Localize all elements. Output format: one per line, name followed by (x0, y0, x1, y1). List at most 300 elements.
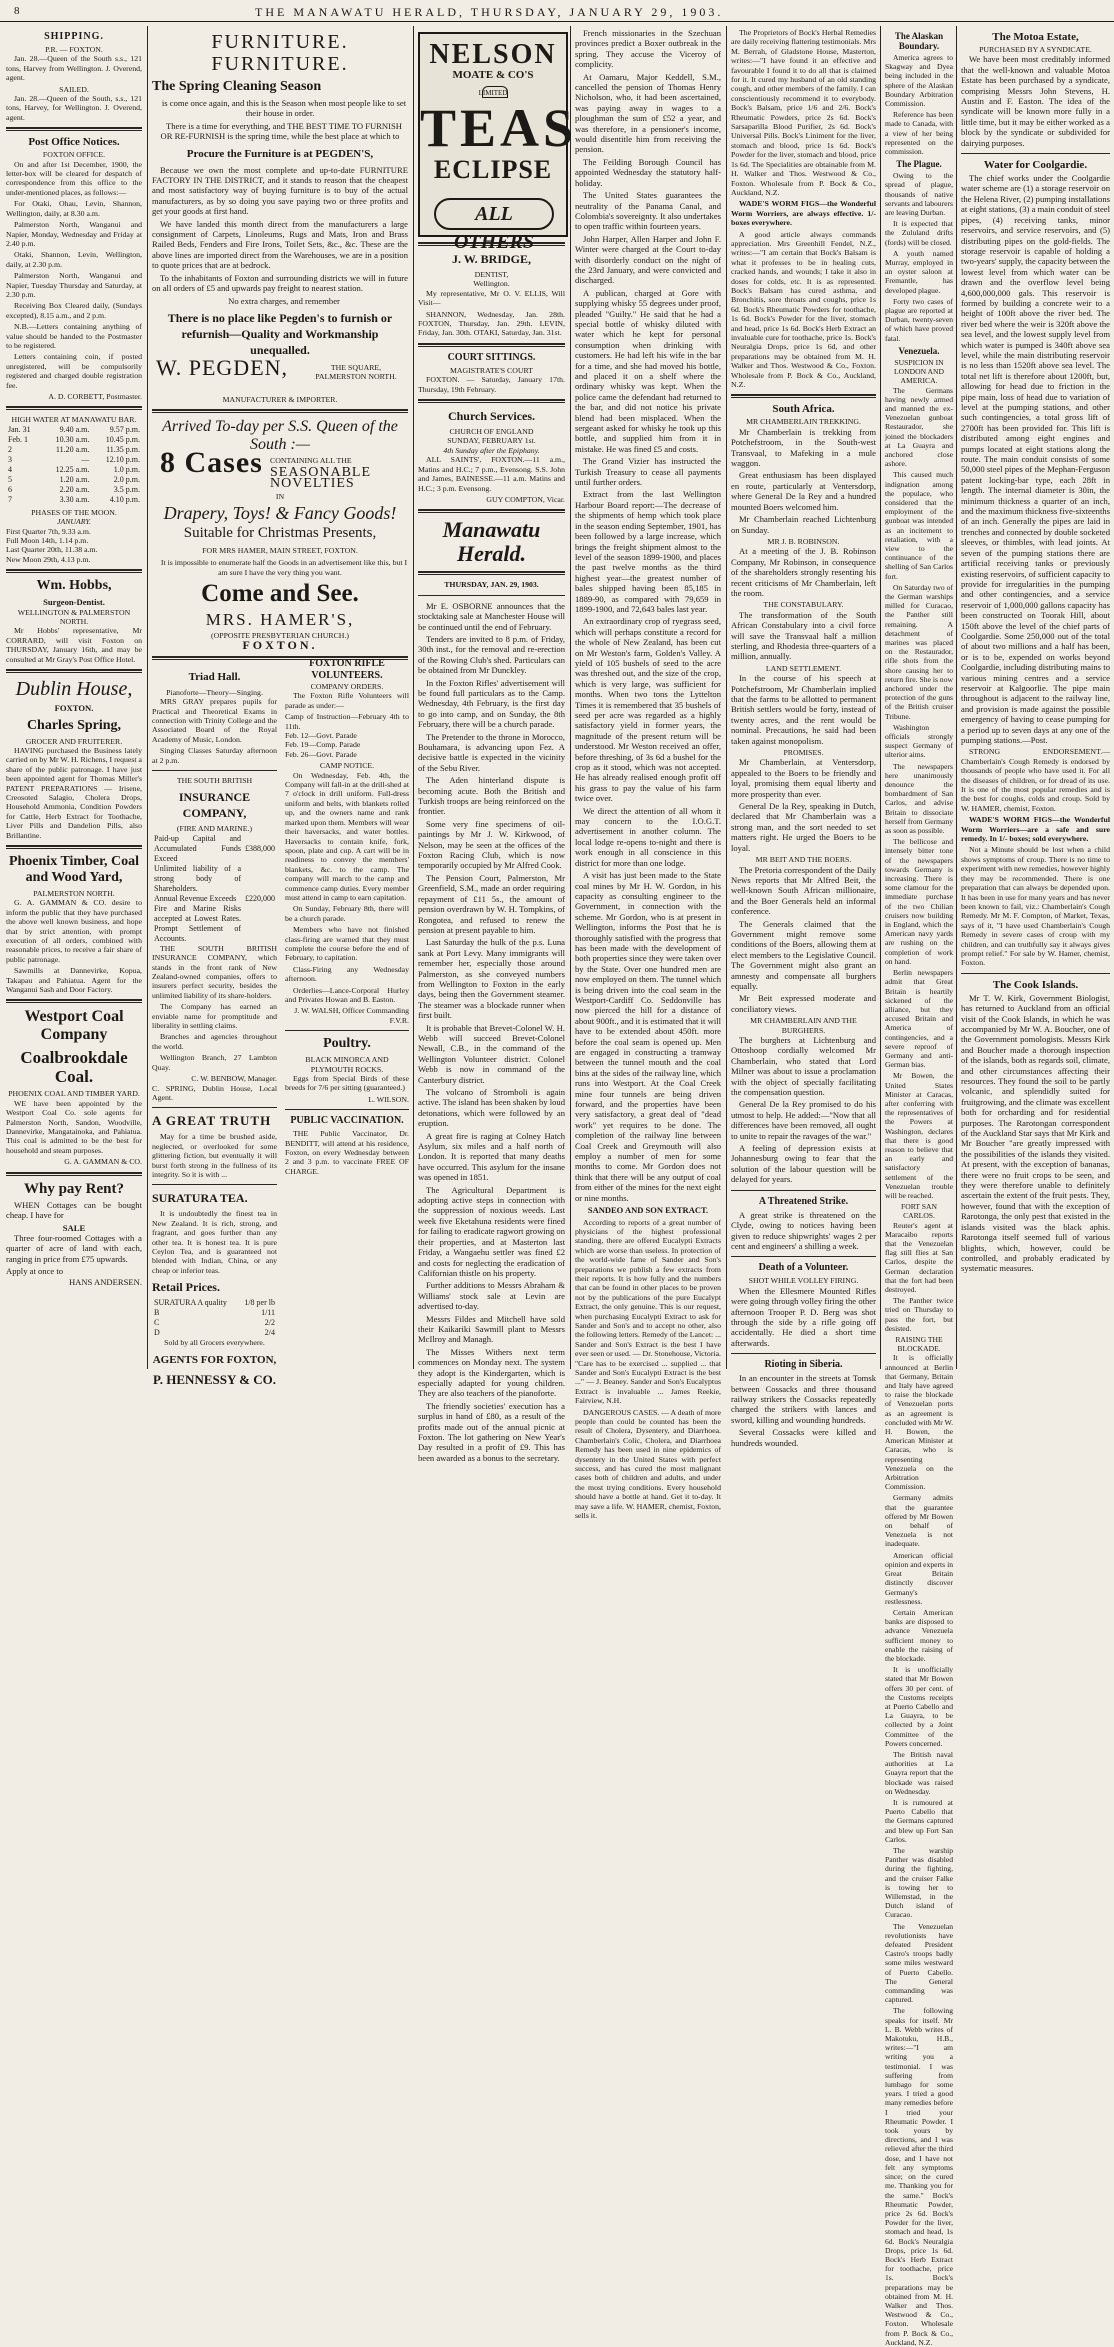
phoenix-notice: Sawmills at Dannevirke, Kopua, Takapau and Pahiatua. Agent for the Wanganui Sash and Door Factory. (6, 966, 142, 995)
retail-row-cell: SURATURA A quality (154, 1298, 227, 1308)
editorial-paragraph: The volcano of Stromboli is again active. The island has been shaken by loud detonations, which were followed by an eruption. (418, 1087, 565, 1129)
rifles-order: Feb. 26—Govt. Parade (285, 749, 357, 759)
dangerous-cases-text: DANGEROUS CASES. — A death of more people than could be counted has been the result of Cholera, Dysentery, and Diarrhoea. Chamberlain's Colic, Cholera, and Diarrhoea Remedy has been used in nine epidemics of dysentery in the United States with perfect success, and has cured the most malignant cases both of children and adults, and under the most trying conditions. Every household should have a bottle at hand. Get it to-day. It may save a life. W. HAMER, chemist, Foxton, sells it. (575, 1407, 721, 1521)
motoa-subheading: PURCHASED BY A SYNDICATE. (979, 45, 1092, 54)
phoenix-heading: Phoenix Timber, Coal and Wood Yard, (8, 853, 140, 885)
westport-heading: Westport Coal Company (24, 1008, 124, 1044)
retail-sold: Sold by all Grocers everywhere. (164, 1338, 265, 1348)
tide-row-cell: 1.20 a.m. (59, 474, 90, 484)
editorial-paragraph: Further additions to Messrs Abraham & Williams' stock sale at Levin are advertised to-day. (418, 1280, 565, 1312)
phoenix-location: PALMERSTON NORTH. (33, 888, 115, 898)
insurance-row (152, 894, 277, 904)
tide-row (6, 455, 142, 465)
column-rule (956, 26, 957, 1369)
triad-heading: Triad Hall. (188, 670, 241, 683)
tide-row-cell: 11.35 p.m. (106, 444, 140, 454)
editorial-paragraph: In the Foxton Rifles' advertisement will be found full particulars as to the Camp. Wednesday, 4th February, is the first day to go into camp, and on Sunday, the 8th February, there will be a church parade. (418, 677, 565, 730)
insurance-subheading: (FIRE AND MARINE.) (176, 824, 253, 834)
wade-worm-figs: WADE'S WORM FIGS—the Wonderful Worm Worriers—are a safe and sure remedy. In 1/- boxes; sold everywhere. (961, 815, 1110, 844)
spring-heading: The Spring Cleaning Season (152, 79, 322, 94)
drapery-line: Drapery, Toys! & Fancy Goods! (163, 502, 397, 523)
page-number: 8 (14, 5, 20, 17)
seasonable-label: SEASONABLE NOVELTIES (270, 465, 372, 491)
tide-row-cell: 9.57 p.m. (109, 424, 140, 434)
rent-notice: WHEN Cottages can be bought cheap. I have for (6, 1199, 142, 1221)
divider (6, 669, 142, 673)
divider (152, 1107, 277, 1108)
venezuela-subheading: SUSPICION IN LONDON AND AMERICA. (894, 357, 944, 386)
news-paragraph: A youth named Murray, employed in an oyster saloon at Fremantle, has developed plague. (885, 248, 953, 295)
rifles-order: Feb. 19—Comp. Parade (285, 740, 361, 750)
arrived-tag: P.R. — FOXTON. (45, 45, 103, 54)
court-heading: COURT SITTINGS. (447, 351, 536, 363)
news-paragraph: Mr Bowen, the United States Minister at Caracas, after conferring with the representatives of the Powers at Washington, declares that there is good reason to believe that an early and satisfactory settlement of the Venezuelan trouble will be reached. (885, 1071, 953, 1200)
hamer-location: (OPPOSITE PRESBYTERIAN CHURCH.) (211, 630, 349, 640)
dublin-proprietor: Charles Spring, (26, 717, 122, 733)
editorial-paragraph: The Pension Court, Palmerston, Mr Greenfield, S.M., made an order requiring repayment of £11 5s., the amount of pension overdrawn by W. H. Tompkins, of Rongotea, and refused to renew the pension at present payable to him. (418, 872, 565, 935)
news-paragraph: It is rumoured at Puerto Cabello that the Germans captured and blew up Fort San Carlos. (885, 1797, 953, 1844)
moon-phase: Full Moon 14th, 1.14 p.m. (6, 536, 89, 546)
furniture-text: There is a time for everything, and THE BEST TIME TO FURNISH OR RE-FURNISH is the spring time, while the best place at which to (160, 120, 402, 142)
rifles-text: On Wednesday, Feb. 4th, the Company will fall-in at the drill-shed at 7 o'clock in drill uniform. Full-dress uniform and belts, with blankets rolled up, and the owners name and rank marked upon them. Members will wear their haversacks, and water bottles. Haversacks to contain knife, fork, spoon, plate and cup. A cart will be in readiness to convey the members' blankets, &c. to the camp. The company will march to the camp and commence camp duties. Every member must attend in camp to earn capitation. (285, 770, 409, 902)
south-africa-heading: South Africa. (772, 403, 835, 416)
beit-subheading: MR BEIT AND THE BOERS. (755, 855, 852, 865)
rent-sale-label: SALE (62, 1222, 86, 1233)
alaskan-heading: The Alaskan Boundary. (894, 31, 944, 51)
news-paragraph: Not a Minute should be lost when a child shows symptoms of croup. There is no time to experiment with new remedies, however highly they may be recommended. There is one preparation that can always be depended upon. It has been in use for many years and has never been known to fail, viz.: Chamberlain's Cough Remedy. Mr M. F. Compton, of Market, Texas, says of it, "I have used Chamberlain's Cough Remedy in severe cases of croup with my children, and can truthfully say it always gives prompt relief." For sale by W. Hamer, chemist, Foxton. (961, 845, 1110, 968)
news-paragraph: Mr Beit expressed moderate and conciliatory views. (731, 993, 876, 1014)
tide-row-cell: 10.45 p.m. (105, 434, 140, 444)
procure-line: Procure the Furniture is at PEGDEN'S, (186, 147, 374, 160)
dublin-trade: GROCER AND FRUITERER. (25, 736, 123, 746)
column-3 (418, 28, 578, 1463)
retail-row (152, 1318, 277, 1328)
editorial-paragraph: The Aden hinterland dispute is becoming acute. Both the British and Turkish troops are being reinforced on the frontier. (418, 775, 565, 817)
news-paragraph: Certain American banks are disposed to advance Venezuela sufficient money to enable the raising of the blockade. (885, 1607, 953, 1663)
tide-row-cell: 10.30 a.m. (55, 434, 90, 444)
retail-row (152, 1328, 277, 1338)
hobbs-name: Wm. Hobbs, (36, 578, 112, 594)
furniture-text: is come once again, and this is the Season when most people like to set their house in order. (161, 98, 407, 119)
divider (961, 973, 1110, 974)
editorial-paragraph: A great fire is raging at Colney Hatch Asylum, six miles and a half north of London. It is reported that many deaths have occurred. This asylum for the insane was opened in 1851. (418, 1130, 565, 1183)
masthead (0, 0, 1114, 22)
news-paragraph: A great strike is threatened on the Clyde, owing to notices having been given to reduce shipwrights' wages 2 per cent and engineers' a shilling a week. (731, 1209, 876, 1251)
constabulary-subheading: THE CONSTABULARY. (763, 600, 844, 610)
moon-phase: New Moon 29th, 4.13 p.m. (6, 554, 91, 564)
rifles-subheading: COMPANY ORDERS. (310, 682, 384, 691)
editorial-paragraph: It is probable that Brevet-Colonel W. H. Webb will succeed Brevet-Colonel Newall, C.B., in the command of the Wellington Volunteer district. Colonel Webb is now in command of the Canterbury district. (418, 1022, 565, 1085)
news-paragraph: French missionaries in the Szechuan provinces predict a Boxer outbreak in the spring. They accuse the Viceroy of complicity. (575, 28, 721, 70)
news-paragraph: American official opinion and experts in Great Britain distinctly discover Germany's restlessness. (885, 1550, 953, 1606)
news-paragraph: A feeling of depression exists at Johannesburg owing to fear that the solution of the labour question will be delayed for years. (731, 1143, 876, 1185)
insurance-row-cell (243, 904, 277, 944)
divider (418, 571, 565, 575)
insurance-agent: C. SPRING, Dublin House, Local Agent. (152, 1083, 277, 1102)
suitable-line: Suitable for Christmas Presents, (183, 524, 377, 541)
news-paragraph: General De la Rey promised to do his utmost to help. He added:—"Now that all differences have been removed, all ought to unite to repair the ravages of the war." (731, 1099, 876, 1141)
bridge-name: J. W. BRIDGE, (451, 252, 532, 266)
column-2-right (285, 658, 409, 1369)
insurance-text: The Company has earned an enviable name for promptitude and liberality in settling claims. (152, 1002, 277, 1031)
rent-signature: HANS ANDERSEN. (68, 1276, 142, 1287)
news-paragraph: Extract from the last Wellington Harbour Board report:—The decrease of the shipments of hemp which took place in the season ending September, 1901, has been followed by a large increase, which brings the freight shipment almost to the level of the season 1899-1900, and places the past twelve months as the third highest year—the greatest number of bales shipped having been 85,185 in 1889-90, as compared with 79,659 in 1899-1900, and 72,643 bales last year. (575, 489, 721, 614)
dublin-house-heading: Dublin House, (15, 678, 133, 701)
promises-subheading: PROMISES. (783, 748, 824, 758)
nelson-all-others: ALL OTHERS (434, 198, 554, 230)
column-rule (413, 26, 414, 1369)
furniture-text: Because we own the most complete and up-to-date FURNITURE FACTORY IN THE DISTRICT, and it stands to reason that the cheapest and most satisfactory way of buying furniture is to buy of the actual manufacturers, as by so doing you save paying two or three profits and get your goods at first hand. (152, 164, 408, 217)
church-vicar: GUY COMPTON, Vicar. (486, 494, 565, 504)
tide-row-cell: — (81, 454, 90, 464)
editorial-paragraph: The Pretender to the throne in Morocco, Bouhamara, is advancing upon Fez. A decisive battle is expected in the vicinity of the Sebu River. (418, 731, 565, 773)
divider (6, 406, 142, 410)
column-5 (731, 28, 876, 1448)
insurance-row-cell: Annual Revenue Exceeds (154, 893, 237, 903)
post-office-subheading: FOXTON OFFICE. (42, 150, 106, 160)
truth-text: May for a time be brushed aside, neglected, or overlooked for some glittering fiction, but eventually it will burst forth strong in the fullness of its integrity. So it is with ... (152, 1132, 277, 1179)
rent-heading: Why pay Rent? (23, 1180, 124, 1197)
editorial-paragraph: The friendly societies' execution has a surplus in hand of £80, as a result of the profits made out of the annual picnic at Foxton. The lot gathering on New Year's Day resulted in a profit of £9. This has been awarded as a bonus to the secretary. (418, 1400, 565, 1463)
divider (418, 343, 565, 347)
news-paragraph: The Generals claimed that the Government might remove some conditions of the Boers, allowing them at elect members to the Legislative Council. The Government might also grant an amnesty and compensate all burghers equally. (731, 918, 876, 991)
agents-heading: AGENTS FOR FOXTON, (152, 1353, 277, 1366)
no-place-slogan: There is no place like Pegden's to furnish or refurnish—Quality and Workmanship unequalled. (167, 310, 393, 357)
editorial-paragraph: The Agricultural Department is adopting active steps in connection with the suppression of noxious weeds. Last week five Eketahuna residents were fined for failing to eradicate ragwort growing on their properties, and at Masterton last Friday, a Wangaehu settler was fined £2 and costs for neglecting the eradication of Californian thistle on his property. (418, 1184, 565, 1278)
tide-row-cell: 2.20 a.m. (59, 484, 90, 494)
news-paragraph: Great enthusiasm has been displayed en route, particularly at Ventersdorp, where General De la Rey and a hundred mounted Boers welcomed him. (731, 470, 876, 512)
news-paragraph: The Venezuelan revolutionists have defeated President Castro's troops badly some miles westward of Puerto Cabello. The General commanding was captured. (885, 1921, 953, 2005)
arrived-heading: Arrived To-day per S.S. Queen of the South :— (162, 418, 398, 454)
tide-row-cell: 6 (8, 484, 12, 494)
coal-notice: WE have been appointed by the Westport Coal Co. sole agents for Palmerston North, Sandon, Woodville, Dannevirke, Mangatainoka, and Pahiatua. This coal is admitted to be the best for household and steam purposes. (6, 1098, 142, 1155)
coal-yard-subheading: PHOENIX COAL AND TIMBER YARD. (8, 1089, 140, 1099)
volunteer-subheading: SHOT WHILE VOLLEY FIRING. (748, 1276, 859, 1286)
furniture-text: To the inhabitants of Foxton and surrounding districts we will in future on all orders of £5 and upwards pay freight to nearest station. (152, 272, 408, 294)
hamer-town: FOXTON. (242, 638, 318, 653)
news-paragraph: When the Ellesmere Mounted Rifles were going through volley firing the other afternoon Trooper P. D. Berg was shot through the side by a rifle going off accidentally. He died a short time afterwards. (731, 1285, 876, 1348)
tide-row-cell: 11.20 a.m. (55, 444, 90, 454)
insurance-office: Wellington Branch, 27 Lambton Quay. (152, 1053, 277, 1072)
pegden-name: W. PEGDEN, (156, 354, 289, 380)
nelson-tea-advert (418, 32, 578, 253)
editorial-paragraph: The Misses Withers next term commences on Monday next. The system they adopt is the Kindergarten, which is especially adapted for young children. They are also teachers of the pianoforte. (418, 1346, 565, 1399)
retail-row-cell: B (154, 1308, 160, 1318)
news-paragraph: An extraordinary crop of ryegrass seed, which will perhaps constitute a record for the whole of New Zealand, has been cut on Mr Weston's farm, Golden's Valley. A yield of 105 bushels of seed to the acre was threshed out, and the size of the crop, which is very large, was sufficient for months. When two tons the Lyttelton Times it is remembered that 35 bushels of seed per acre was regarded as a highly satisfactory yield in former years, the magnitude of the present return will be understood. Mr Weston received an offer, before threshing, of 3s 6d a bushel for the crop as it stood, which was not accepted. He has already realised enough profit off his grass to pay the value of his farm twice over. (575, 616, 721, 804)
blockade-subheading: RAISING THE BLOCKADE. (895, 1335, 943, 1354)
pegden-title: MANUFACTURER & IMPORTER. (222, 394, 338, 404)
furniture-heading: FURNITURE. FURNITURE. (211, 31, 349, 75)
divider (6, 999, 142, 1003)
divider (6, 845, 142, 849)
rifles-text: The Foxton Rifle Volunteers will parade as under:— (285, 691, 409, 710)
poultry-subheading: BLACK MINORCA AND PLYMOUTH ROCKS. (305, 1055, 389, 1074)
moon-subheading: JANUARY. (56, 517, 91, 527)
tide-row (6, 465, 142, 475)
herald-flag: Manawatu Herald. (442, 517, 541, 567)
coolgardie-heading: Water for Coolgardie. (983, 159, 1088, 172)
hamer-name: MRS. HAMER'S, (205, 609, 355, 629)
news-paragraph: On Saturday two of the German warships milled for Curacao, the Panther still remaining. A detachment of marines was placed on the Restaurador, rifle shots from the shore causing her to return fire. She is now anchored under the protection of the guns of the British cruiser Tribune. (885, 582, 953, 721)
tide-row-cell: 1.0 p.m. (113, 464, 140, 474)
vaccination-heading: PUBLIC VACCINATION. (290, 1115, 404, 1127)
pegden-address: THE SQUARE, PALMERSTON NORTH. (315, 362, 397, 382)
news-paragraph: This caused much indignation among the populace, who considered that the employment of the gunboat was intended as an incitement to retaliation, with a view to the continuance of the shelling of San Carlos fort. (885, 470, 953, 581)
retail-row (152, 1298, 277, 1308)
shipping-heading: SHIPPING. (44, 31, 104, 42)
truth-heading: A GREAT TRUTH (152, 1113, 272, 1129)
postmaster-signature: A. D. CORBETT, Postmaster. (48, 392, 142, 401)
rifles-text: Class-Firing any Wednesday afternoon. (285, 964, 409, 984)
retail-row (152, 1308, 277, 1318)
poultry-text: Eggs from Special Birds of these breeds for 7/6 per sitting (guaranteed.) (285, 1074, 409, 1093)
tide-heading: HIGH WATER AT MANAWATU BAR. (11, 415, 137, 425)
rent-apply: Apply at once to (6, 1266, 64, 1277)
insurance-row-cell: Unlimited liability of a strong body of Shareholders. (154, 863, 241, 893)
arrival-notice: Jan. 28.—Queen of the South s.s., 121 tons, Harvey from Wellington. J. Overend, agent. (6, 54, 142, 83)
burghers-subheading: MR CHAMBERLAIN AND THE BURGHERS. (750, 1016, 857, 1035)
tide-row-cell: 2.0 p.m. (113, 474, 140, 484)
news-paragraph: We direct the attention of all whom it may concern to the I.O.G.T. advertisement in another column. The local lodge re-opens to-night and there is work enough in all conscience in this district for more than one lodge. (575, 805, 721, 868)
retail-row-cell: 1/11 (261, 1308, 275, 1318)
editorial-paragraph: Last Saturday the hulk of the p.s. Luna sank at Port Levy. Many immigrants will remember her, especially those around Palmerston, as she conveyed numbers from Wellington to Foxton in the early days, being then the Government steamer. The steamer was a blockade runner when first built. (418, 937, 565, 1021)
news-paragraph: America agrees to Skagway and Dyea being included in the sphere of the Alaskan Boundary Arbitration Commission. (885, 53, 953, 109)
nelson-company: MOATE & CO'S (452, 69, 534, 81)
news-paragraph: At a meeting of the J. B. Robinson Company, Mr Robinson, in consequence of the shareholders strongly resenting his recent criticisms of Mr Chamberlain, left the room. (731, 546, 876, 598)
plague-heading: The Plague. (896, 159, 942, 170)
news-paragraph: Washington officials strongly suspect Germany of ulterior aims. (885, 722, 953, 760)
news-paragraph: A visit has just been made to the State coal mines by Mr H. W. Gordon, in his capacity as consulting engineer to the Government, in connection with the scheme. Mr Gordon, who is at present in Wellington, informs the Post that he is thoroughly satisfied with the progress that has been made with the development of both properties since they were taken over by the State. Over one hundred men are now employed on them. The tunnel which is being driven into the coal seam in the Westport-Cardiff Co. Seddonville has now pierced the hill for a distance of about 900ft., and it is estimated that it will have to be extended about 450ft. more before the coal seam is opened up. Men are engaged in constructing a tramway between the tunnel mouth and the coal bins at the sides of the railway line, which runs into Westport. At the Coal Creek mine four tunnels are being driven forward, and the properties have been very satisfactory, a great deal of "dead work" yet requires to be done. The completion of the railway line between Coal Creek and Greymouth will also employ a number of men for some months to come. Mr Gordon does not think that there will be any output of coal from either of the mines for the next eight or nine months. (575, 870, 721, 1203)
nelson-teas: TEAS (420, 98, 578, 158)
divider (731, 1353, 876, 1354)
divider (418, 399, 565, 403)
post-notice: N.B.—Letters containing anything of value should be handed to the Postmaster to be registered. (6, 322, 142, 350)
sailing-notice: Jan. 28.—Queen of the South, s.s., 121 tons, Harvey, for Wellington. J. Overend, agent. (6, 94, 142, 122)
news-paragraph: We have been most creditably informed that the well-known and valuable Motoa Estate has been purchased by a syndicate, comprising Messrs John Stevens, H. Austin and F. Easton. The idea of the syndicate will be known more fully in a little time, but it may be either worked as a block by the syndicate or subdivided for dairying purposes. (961, 54, 1110, 148)
hobbs-location: WELLINGTON & PALMERSTON NORTH. (17, 607, 131, 627)
news-paragraph: Mr Chamberlain reached Lichtenburg on Sunday. (731, 514, 876, 535)
insurance-pre: THE SOUTH BRITISH (176, 776, 253, 785)
news-paragraph: Reference has been made to Canada, with a view of her being represented on the commission. (885, 110, 953, 157)
bridge-text: My representative, Mr O. V. ELLIS, Will Visit— (418, 288, 565, 308)
sandeo-text: According to reports of a great number of physicians of the highest professional standing, there are offered Eucalypti Extracts which are worse than useless. In protection of the world-wide fame of Sander and Son's preparations we publish a few extracts from their reports. It is how fully and the numbers that can be found in other places to be proven not by the publications of the pure Eucalypt Extract, the only genuine. This is our request, when purchasing Eucalypti Extract to ask for Sander and Son's and to accept no other, also the following letters. Remedy of the Lancet: ... Sander and Son's Extract is the best I have ever seen or used. — Dr. Stonehouse, Victoria. "Care has to be exercised ... supplied ... that Sander and Son's Eucalypti Extract is the best ..." — J. Beaney. Sander and Son's Eucalyptus Extract is invaluable ... James Reekie, Fairview, N.H. (575, 1217, 721, 1406)
news-paragraph: STRONG ENDORSEMENT.—Chamberlain's Cough Remedy is endorsed by thousands of people who have used it. For all the diseases of children, or for dread of its use. It is one of the most popular remedies and is the best for coughs, colds and croup. Sold by W. HAMER, chemist, Foxton. (961, 747, 1110, 813)
news-paragraph: The chief works under the Coolgardie water scheme are (1) a storage reservoir on the Helena River, (2) pumping installations at eight stations, (3) a main conduit of steel pipes, (4) receiving tanks, minor reservoirs, and service reservoirs, and (5) distributing pipes on the gold-fields. The storage reservoir is capable of holding a two-years' supply, the capacity between the lowest level from which water can be drawn and the overflow level being 4,600,000,000 gals. This reservoir is formed by building a concrete weir to a height of 100ft above the river bed. The river bed where the weir is 320ft above the sea level, and the lowest supply level from which water is pumped is 340ft above sea level, while the main distributing reservoir is no less than 1520ft above sea level. The total net lift is therefore about 1200ft, but, allowing for head due to friction in the pipe main, loss of head due to variation of level at the pumping stations, and other such contingencies, a total gross lift of 2700ft has been provided for. This lift is distributed among eight engines and pumps located at eight stations along the route. The main conduit consists of some 50,000 steel pipes of the Mephan-Ferguson patent locking-bar type, each 28ft in length. The internal diameter is 30in, the minimum thickness a quarter of an inch, and the maximum thickness five-sixteenths of an inch. Generally the pipes are laid in trenches and connected by double socketed sleeves, or thimbles, with lead joints. At seven of the pumping stations there are artificial receiving tanks or previously existing reservoirs, of sufficient capacity to provide for irregularities in the pumping and other contingencies, and a service reservoir of 1,000,000 gallons capacity has been constructed on Toorak Hill, about 150ft above the level of the chief parts of Coolgardie. Some 250,000 out of the total of about two millions and a half has been, or is to be, expended on works beyond Coolgardie, including distributing mains to various mining centres and a service reservoir at Kalgoorlie. The pipe main throughout is adjacent to the railway line, and provision is made against the possible emergency of having to cease pumping for a period up to seven days at any one of the pumping stations.—Post. (961, 173, 1110, 745)
news-paragraph: The newspapers here unanimously denounce the bombardment of San Carlos, and advise Britain to dissociate herself from Germany as soon as possible. (885, 761, 953, 836)
triad-subheading: Pianoforte—Theory—Singing. (166, 687, 263, 697)
divider (152, 1184, 277, 1185)
news-paragraph: Forty two cases of plague are reported at Durban, twenty-seven of which have proved fatal. (885, 296, 953, 343)
moon-phase: First Quarter 7th, 9.33 a.m. (6, 526, 91, 536)
news-paragraph: In the course of his speech at Potchefstroom, Mr Chamberlain implied that the farms to be allotted to permanent British settlers would be forty, instead of twenty acres, and the rent would be nominal. Precautions, he said had been taken against monopolism. (731, 673, 876, 746)
hobbs-title: Surgeon-Dentist. (43, 597, 105, 608)
news-paragraph: Mr T. W. Kirk, Government Biologist, has returned to Auckland from an official visit of the Cook Islands, in which he was accompanied by Mr W. A. Boucher, one of the Government pomologists. Messrs Kirk and Boucher made a thorough inspection of the islands, both as regards soil, climate, and other circumstances affecting their resources. They found the soil to be partly volcanic, and splendidly suited for fruitgrowing, and the climate was excellent both for orcharding and for residential purposes. The Rarotongan correspondent of the Auckland Star says that Mr Kirk and Mr Boucher "are greatly impressed with the possibilities of the islands they visited. At present, with the exception of bananas, there were no fruit crops to be seen, and they were therefore unable to definitely ascertain the extent of the fruit pests. They, however, found that with the exception of Rarotonga, the only pest that existed in the islands visited was the black aphis. Rarotonga itself seemed full of various blights, which, however, could be controlled, and probably eradicated by systematic measures. (961, 992, 1110, 1274)
news-paragraph: It is unofficially stated that Mr Bowen offers 30 per cent. of the Customs receipts at Puerto Cabello and La Guayra, to be collected by a Joint Committee of the Powers concerned. (885, 1665, 953, 1748)
post-notice: Palmerston North, Wanganui and Napier, Tuesday Thursday and Saturday, at 2.30 p.m. (6, 271, 142, 299)
phoenix-notice: G. A. GAMMAN & CO. desire to inform the public that they have purchased the above well known business, and hope that by strict attention, with prompt execution of all orders, combined with reasonable prices, to receive a fair share of public patronage. (6, 898, 142, 964)
cook-islands-heading: The Cook Islands. (992, 978, 1079, 991)
news-paragraph: John Harper, Allen Harper and John F. Winter were charged at the Court to-day with disorderly conduct on the night of the 23rd January, and were convicted and discharged. (575, 233, 721, 286)
church-text: ALL SAINTS', FOXTON.—11 a.m., Matins and H.C.; 7 p.m., Evensong. S.S. John and James, BAINESSE.—11 a.m. Matins and H.C.; 3 p.m. Evensong. (418, 455, 565, 493)
news-paragraph: Mr Chamberlain is trekking from Potchefstroom, in the South-west Transvaal, to Mafeking in a mule waggon. (731, 426, 876, 469)
bridge-title: DENTIST, (474, 270, 509, 279)
sandeo-heading: SANDEO AND SON EXTRACT. (587, 1205, 709, 1216)
divider (6, 127, 142, 131)
news-paragraph: It is officially announced at Berlin that Germany, Britain and Italy have agreed to raise the blockade of Venezuelan ports as an agreement is concluded with Mr W. H. Bowen, the American Minister at Caracas, who is representing Venezuela on the Arbitration Commission. (885, 1353, 953, 1492)
column-rule (147, 26, 148, 1369)
tide-row-cell: 3.5 p.m. (113, 484, 140, 494)
rifles-heading: FOXTON RIFLE VOLUNTEERS. (309, 658, 385, 681)
divider (418, 509, 565, 513)
tide-row-cell: Jan. 31 (8, 424, 31, 434)
news-paragraph: Germany admits that the guarantee offered by Mr Bowen on behalf of Venezuela is not inadequate. (885, 1493, 953, 1549)
tide-row (6, 495, 142, 505)
volunteer-heading: Death of a Volunteer. (758, 1262, 849, 1274)
editorial-paragraph: Messrs Fildes and Mitchell have sold their Kaikariki Sawmill plant to Messrs McIlroy and Managh. (418, 1313, 565, 1345)
news-paragraph: The warship Panther was disabled during the fighting, and the cruiser Falke is towing her to Willemstad, in the Dutch island of Curacao. (885, 1845, 953, 1920)
coal-signature: G. A. GAMMAN & CO. (64, 1157, 142, 1167)
news-paragraph: The Pretoria correspondent of the Daily News reports that Mr Alfred Beit, the well-known South African millionaire, and the Boer Generals held an informal conference. (731, 864, 876, 917)
tide-row (6, 475, 142, 485)
church-date: SUNDAY, FEBRUARY 1st. (447, 436, 536, 446)
moon-phase: Last Quarter 20th, 11.38 a.m. (6, 545, 98, 555)
sailed-tag: SAILED. (59, 84, 89, 94)
vaccination-text: THE Public Vaccinator, Dr. BENDITT, will attend at his residence, Foxton, on every Wednesday between 2 and 3 p.m. to vaccinate FREE OF CHARGE. (285, 1129, 409, 1176)
rifles-text: Members who have not finished class-firing are warned that they must complete the course before the end of February, to capitation. (285, 925, 409, 963)
rent-notice: Three four-roomed Cottages with a quarter of acre of land with each, ranging in price from £75 upwards. (6, 1232, 142, 1264)
moon-heading: PHASES OF THE MOON. (31, 507, 117, 517)
retail-row-cell: D (154, 1328, 160, 1338)
insurance-text: Branches and agencies throughout the world. (152, 1032, 277, 1051)
post-notice: On and after 1st December, 1900, the letter-box will be cleared for despatch of correspondence from this office to the under-mentioned places, as follows:— (6, 159, 142, 197)
dublin-notice: HAVING purchased the Business lately carried on by Mr W. H. Richens, I request a share of the public patronage. I have just been appointed agent for Thomas Miller's PATENT PREPARATIONS — Irisene, Creosoted Salagio, Cholera Drops, Household Ammonia, Condition Powders for Cattle, Herb Extract for Toothache, Liver Pills and Dandelion Pills, also Brillantine. (6, 745, 142, 840)
news-paragraph: Mr Chamberlain, at Ventersdorp, appealed to the Boers to be friendly and loyal, promising them equal liberty and more prosperity than ever. (731, 757, 876, 799)
column-rule (880, 26, 881, 1369)
insurance-row (152, 864, 277, 894)
column-6 (885, 28, 953, 2347)
poultry-heading: Poultry. (323, 1036, 371, 1052)
containing-label: CONTAINING ALL THE (270, 456, 352, 466)
bridge-visits: SHANNON, Wednesday, Jan. 28th. FOXTON, Thursday, Jan. 29th. LEVIN, Friday, Jan. 30th. OTAKI, Saturday, Jan. 31st. (418, 309, 565, 338)
divider (6, 1172, 142, 1176)
retail-heading: Retail Prices. (152, 1280, 220, 1295)
divider (152, 770, 277, 771)
triad-text: Singing Classes Saturday afternoon at 2 p.m. (152, 746, 277, 765)
divider (731, 394, 876, 398)
siberia-heading: Rioting in Siberia. (764, 1359, 843, 1371)
post-notice: Otaki, Shannon, Levin, Wellington, daily, at 2.30 p.m. (6, 250, 142, 269)
camp-notice-heading: CAMP NOTICE. (319, 761, 375, 771)
strike-heading: A Threatened Strike. (758, 1195, 849, 1207)
insurance-row-cell: £220,000 (245, 893, 275, 903)
rifles-text: Orderlies—Lance-Corporal Hurley and Privates Howan and B. Easton. (285, 985, 409, 1004)
insurance-manager: C. W. BENBOW, Manager. (191, 1074, 277, 1084)
rifles-order: Camp of Instruction—February 4th to 11th. (285, 712, 409, 731)
furniture-text: No extra charges, and remember (228, 295, 340, 306)
suratura-heading: SURATURA TEA. (152, 1191, 248, 1206)
church-subheading: CHURCH OF ENGLAND (449, 427, 534, 437)
bock-paragraph: The Proprietors of Bock's Herbal Remedies are daily receiving flattering testimonials. Mrs M. Berrah, of Gladstone House, Masterton, writes:—"I have found it an effective and favourable I found it to do all that is claimed for it. It cured my husband of an old standing cough, and other members of the family. I can conscientiously recommend it to everybody. Bock's Balsam, price 1/6 and 2/6. Bock's Rheumatic Powders, price 2s 6d. Bock's Sarsaparilla Blood Purifier, 2s 6d. Bock's Universal Pills. Bock's Liniment for the liver, stomach and blood, price 1s 6d. Bock's Powder for the liver, stomach and blood, price 1s 6d. The Specialities are obtainable from M. H. Walker and Thos. Westwood & Co., Foxton. Wholesale from P. Bock & Co., Auckland, N.Z. (731, 28, 876, 197)
insurance-row-cell: £388,000 (245, 843, 275, 853)
tide-row (6, 445, 142, 455)
insurance-row-cell (243, 864, 277, 894)
in-label: IN (275, 492, 285, 502)
news-paragraph: Reuter's agent at Maracaibo reports that the Venezuelan flag still flies at San Carlos, despite the German declaration that the fort had been destroyed. (885, 1220, 953, 1294)
news-paragraph: The bellicose and intensely bitter tone of the newspapers towards Germany is increasing. There is some clamour for the immediate purchase of the two Chilian cruisers now building in England, which the American navy yards are rushing on the completion of work on hand. (885, 837, 953, 966)
retail-row-cell: 1/8 per lb (244, 1298, 275, 1308)
insurance-text: THE SOUTH BRITISH INSURANCE COMPANY, which stands in the front rank of New Zealand-owned companies, offers to insurers perfect security, besides the unlimited liability of its share-holders. (152, 943, 277, 1000)
insurance-row (152, 834, 277, 864)
divider (731, 1190, 876, 1191)
tide-row-cell: 12.10 p.m. (105, 454, 140, 464)
bridge-location: Wellington. (473, 279, 510, 289)
church-heading: Church Services. (447, 409, 536, 424)
church-sunday: 4th Sunday after the Epiphany. (443, 445, 540, 455)
column-rule (726, 26, 727, 1369)
tide-row-cell: 3 (8, 454, 12, 464)
coalbrookdale-heading: Coalbrookdale Coal. (20, 1048, 128, 1087)
post-notice: Receiving Box Cleared daily, (Sundays excepted), 8.15 a.m., and 2 p.m. (6, 301, 142, 320)
news-paragraph: The following speaks for itself. Mr L. B. Webb writes of Makotuku, H.B., writes:—"I am writing you a testimonial. I was suffering from lumbago for some years. I tried a good many remedies before I tried your Rheumatic Powder. I took yours by directions, and I was relieved after the third dose, and I have not felt any symptoms since; on the cured me. Thanking you for the same." Bock's Rheumatic Powder, price 2s 6d. Bock's Powder for the liver, stomach and head, 1s 6d. Bock's Neuralgia Drops, price 1s 6d. Bock's Herb Extract for toothache, price 1s. Bock's preparations may be obtained from M. H. Walker and Thos. Westwood & Co., Foxton. Wholesale from P. Bock & Co., Auckland, N.Z. (885, 2006, 953, 2347)
hennessy-name: P. HENNESSY & CO. (153, 1371, 276, 1387)
divider (6, 569, 142, 573)
san-carlos-subheading: FORT SAN CARLOS. (901, 1202, 937, 1221)
insurance-heading: INSURANCE COMPANY, (178, 790, 251, 821)
tide-row (6, 425, 142, 435)
tide-row-cell: 2 (8, 444, 12, 454)
chamberlain-subheading: MR CHAMBERLAIN TREKKING. (746, 417, 861, 427)
rifles-signature: J. W. WALSH, Officer Commanding F.V.R. (294, 1006, 409, 1025)
news-paragraph: In an encounter in the streets at Tomsk between Cossacks and three thousand railway strikers the Cossacks repeatedly charged the strikers with lances and sword, killing and wounding hundreds. (731, 1373, 876, 1425)
robinson-subheading: MR J. B. ROBINSON. (767, 536, 840, 546)
editorial-paragraph: Some very fine specimens of oil-paintings by Mr J. W. Kirkwood, of Nelson, may be seen at the offices of the Foxton Racing Club, which is now temporarily occupied by Mr Alfred Cook. (418, 818, 565, 871)
retail-row-cell: 2/2 (264, 1318, 275, 1328)
date-line: THURSDAY, JAN. 29, 1903. (444, 580, 539, 590)
bock-paragraph: A good article always commands appreciation. Mrs Greenhill Fendel, N.Z., writes:—"I am certain that Bock's Balsam is what it professes to be in healing cuts, cracked hands, and wounds; I take it also in doses for colds, etc. It is as represented. Bock's Balsam has cured asthma, and Bronchitis, sore throats and coughs, price 1s 6d. Bock's Rheumatic Powders for toothache, 1s 6d. Bock's Powder for the liver, stomach and head, price 1s 6d. Bock's Herb Extract an invaluable cure for toothache, price 1s. Bock's Neuralgia Drops, price 1s 6d, and other preparations may be obtained from M. H. Walker and Thos. Westwood & Co., Foxton. Wholesale from P. Bock & Co., Auckland, N.Z. (731, 229, 876, 390)
post-notice: For Otaki, Ohau, Levin, Shannon, Wellington, daily, at 8.30 a.m. (6, 199, 142, 218)
tide-row-cell: 7 (8, 494, 12, 504)
post-notice: Letters containing coin, if posted unregistered, will be compulsorily registered and charged double registration fee. (6, 352, 142, 390)
come-and-see: Come and See. (201, 579, 359, 607)
ads-left-subcolumn (152, 665, 277, 1391)
column-1 (6, 28, 142, 1369)
news-paragraph: The Germans having newly armed and manned the ex-Venezuelan gunboat Restaurador, she joined the blockaders at La Guayra and anchored close ashore. (885, 385, 953, 469)
news-paragraph: General De la Rey, speaking in Dutch, declared that Mr Chamberlain was a strong man, and the sort needed to set matters right. He urged the Boers to be loyal. (731, 801, 876, 853)
tide-row-cell: 12.25 a.m. (55, 464, 90, 474)
news-paragraph: The Feilding Borough Council has appointed Wednesday the statutory half-holiday. (575, 156, 721, 188)
rifles-order: Feb. 12—Govt. Parade (285, 731, 357, 741)
dublin-town: FOXTON. (54, 703, 94, 714)
tide-row-cell: 5 (8, 474, 12, 484)
insurance-row-cell: Paid-up Capital and Accumulated Funds Exceed (154, 833, 241, 863)
nelson-eclipse: ECLIPSE (433, 155, 553, 184)
rifles-text: On Sunday, February 8th, there will be a church parade. (285, 904, 409, 923)
post-office-heading: Post Office Notices. (28, 136, 120, 149)
tide-row-cell: 9.40 a.m. (59, 424, 90, 434)
tide-row-cell: Feb. 1 (8, 434, 28, 444)
divider (285, 1109, 409, 1110)
column-4 (575, 28, 721, 1521)
court-subheading: MAGISTRATE'S COURT (449, 365, 534, 375)
column-rule (570, 26, 571, 1369)
tide-row-cell: 4.10 p.m. (109, 494, 140, 504)
insurance-figures (152, 834, 277, 944)
divider (731, 1256, 876, 1257)
venezuela-heading: Venezuela. (898, 345, 940, 356)
retail-row-cell: 2/4 (264, 1328, 275, 1338)
impossible-line: It is impossible to enumerate half the Goods in an advertisement like this, but I am sure I have the very thing you want. (160, 558, 408, 577)
court-text: FOXTON. — Saturday, January 17th. Thursday, 19th February. (418, 375, 565, 394)
